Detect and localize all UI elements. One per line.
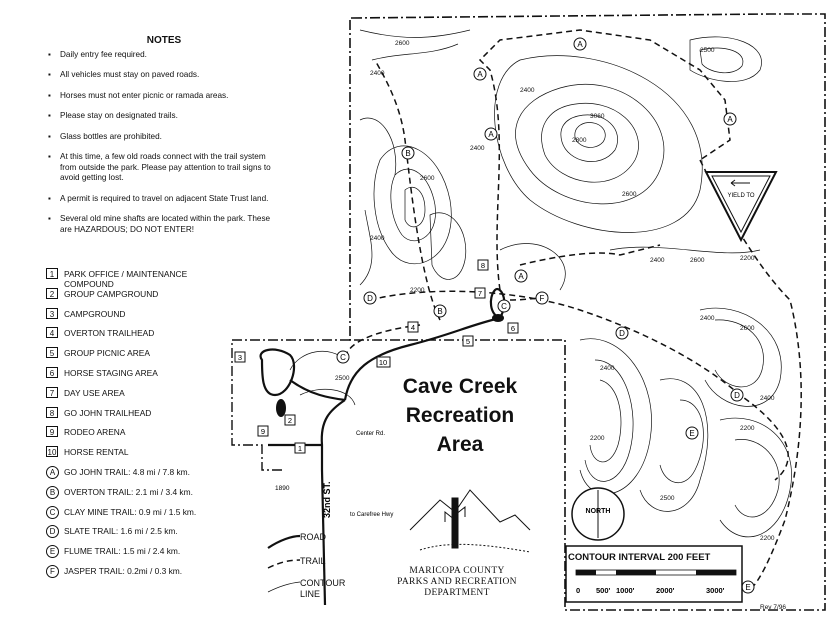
svg-text:C: C bbox=[501, 302, 507, 311]
svg-text:4: 4 bbox=[410, 323, 416, 332]
svg-text:E: E bbox=[745, 583, 751, 592]
facility-label: HORSE STAGING AREA bbox=[64, 367, 158, 378]
north-arrow bbox=[572, 488, 624, 540]
revision-label: Rev 7/96 bbox=[760, 604, 787, 611]
contour-lines bbox=[287, 30, 792, 537]
contour-interval-title: CONTOUR INTERVAL 200 FEET bbox=[568, 552, 711, 563]
yield-sign bbox=[706, 172, 776, 240]
contour-label: 2500 bbox=[700, 47, 715, 54]
department-line: DEPARTMENT bbox=[424, 588, 490, 598]
legend-trail-item bbox=[44, 565, 284, 585]
facility-label: PARK OFFICE / MAINTENANCE COMPOUND bbox=[64, 269, 188, 289]
map-title-line: Recreation bbox=[405, 404, 515, 427]
facility-number-box: 9 bbox=[46, 426, 58, 437]
svg-text:D: D bbox=[734, 391, 740, 400]
key-contour-label: CONTOUR LINE bbox=[300, 578, 346, 599]
contour-label: 2600 bbox=[420, 175, 435, 182]
facility-label: GO JOHN TRAILHEAD bbox=[64, 407, 152, 418]
trail-letter-circle: D bbox=[46, 525, 59, 538]
svg-text:7: 7 bbox=[477, 289, 483, 298]
svg-text:8: 8 bbox=[480, 261, 486, 270]
contour-label: 2600 bbox=[690, 257, 705, 264]
contour-label: 2400 bbox=[700, 315, 715, 322]
main-road-lower bbox=[322, 400, 345, 470]
note-item: ▪ Horses must not enter picnic or ramada areas. bbox=[44, 91, 284, 102]
facility-number-box: 5 bbox=[46, 347, 58, 358]
facility-label: GROUP CAMPGROUND bbox=[64, 288, 159, 299]
yield-sign-text: YIELD TO bbox=[727, 193, 755, 199]
svg-text:D: D bbox=[619, 329, 625, 338]
legend-trail-item bbox=[44, 506, 284, 526]
trail-letter-circle: C bbox=[46, 506, 59, 519]
legend-facility-item bbox=[44, 268, 284, 288]
trail-label: FLUME TRAIL: 1.5 mi / 2.4 km. bbox=[64, 546, 181, 557]
note-item: ▪ All vehicles must stay on paved roads. bbox=[44, 70, 284, 81]
contour-label: 2200 bbox=[740, 425, 755, 432]
svg-text:A: A bbox=[488, 130, 494, 139]
map-title bbox=[360, 372, 560, 459]
legend-facility-item bbox=[44, 327, 284, 347]
contour-label: 2600 bbox=[622, 191, 637, 198]
department-line: MARICOPA COUNTY bbox=[409, 566, 505, 576]
facility-number-box: 8 bbox=[46, 407, 58, 418]
key-trail-label: TRAIL bbox=[300, 556, 326, 566]
legend-facility-item bbox=[44, 407, 284, 427]
contour-label: 2200 bbox=[410, 287, 425, 294]
department-logo bbox=[410, 490, 530, 552]
svg-text:F: F bbox=[539, 294, 545, 303]
contour-label: 2800 bbox=[572, 137, 587, 144]
note-item: ▪ A permit is required to travel on adjacent State Trust land. bbox=[44, 194, 284, 205]
facility-number-box: 1 bbox=[46, 268, 58, 279]
trail-label: GO JOHN TRAIL: 4.8 mi / 7.8 km. bbox=[64, 466, 190, 477]
contour-label: 2500 bbox=[660, 495, 675, 502]
trail-label: OVERTON TRAIL: 2.1 mi / 3.4 km. bbox=[64, 486, 193, 497]
legend-panel bbox=[44, 268, 284, 585]
facility-number-box: 6 bbox=[46, 367, 58, 378]
facility-label: CAMPGROUND bbox=[64, 308, 126, 319]
legend-facility-item bbox=[44, 446, 284, 466]
scale-tick-label: 1000' bbox=[616, 586, 635, 595]
contour-label: 3060 bbox=[590, 113, 605, 120]
center-road-label: Center Rd. bbox=[356, 431, 386, 437]
contour-label: 2600 bbox=[740, 325, 755, 332]
legend-facility-item bbox=[44, 367, 284, 387]
svg-text:3: 3 bbox=[237, 353, 243, 362]
contour-label: 2400 bbox=[600, 365, 615, 372]
trail-label: SLATE TRAIL: 1.6 mi / 2.5 km. bbox=[64, 526, 178, 537]
legend-facility-item bbox=[44, 426, 284, 446]
contour-label: 2600 bbox=[395, 40, 410, 47]
contour-label: 2400 bbox=[470, 145, 485, 152]
notes-list bbox=[44, 50, 284, 236]
scale-tick-label: 2000' bbox=[656, 586, 675, 595]
trail-letter-circle: E bbox=[46, 545, 59, 558]
contour-label: 2200 bbox=[760, 535, 775, 542]
svg-text:D: D bbox=[367, 294, 373, 303]
parking-dot bbox=[492, 314, 504, 322]
note-item: ▪ Glass bottles are prohibited. bbox=[44, 132, 284, 143]
trail-b bbox=[375, 60, 443, 320]
trail-letter-circle: B bbox=[46, 486, 59, 499]
department-name bbox=[383, 566, 531, 599]
svg-text:6: 6 bbox=[510, 324, 516, 333]
contour-label: 2400 bbox=[370, 70, 385, 77]
contour-label: 2500 bbox=[335, 375, 350, 382]
svg-text:1: 1 bbox=[297, 444, 303, 453]
notes-title: NOTES bbox=[146, 35, 182, 46]
svg-text:A: A bbox=[577, 40, 583, 49]
note-item: ▪ Please stay on designated trails. bbox=[44, 111, 284, 122]
legend-trail-item bbox=[44, 545, 284, 565]
scale-tick-label: 0 bbox=[576, 586, 581, 595]
scale-tick-label: 500' bbox=[596, 586, 611, 595]
facility-label: GROUP PICNIC AREA bbox=[64, 348, 150, 359]
trail-letter-circle: A bbox=[46, 466, 59, 479]
svg-text:2: 2 bbox=[287, 416, 293, 425]
facility-number-box: 2 bbox=[46, 288, 58, 299]
contour-labels bbox=[335, 40, 775, 542]
facility-label: OVERTON TRAILHEAD bbox=[64, 328, 155, 339]
svg-text:A: A bbox=[518, 272, 524, 281]
contour-label: 2400 bbox=[650, 257, 665, 264]
road-1890-label: 1890 bbox=[275, 485, 290, 492]
trail-letter-circle: F bbox=[46, 565, 59, 578]
key-road-label: ROAD bbox=[300, 532, 327, 542]
legend-trail-item bbox=[44, 525, 284, 545]
svg-text:10: 10 bbox=[378, 358, 388, 367]
contour-label: 2200 bbox=[740, 255, 755, 262]
legend-facility-item bbox=[44, 347, 284, 367]
svg-text:B: B bbox=[437, 307, 443, 316]
contour-label: 2400 bbox=[520, 87, 535, 94]
svg-text:A: A bbox=[477, 70, 483, 79]
carefree-label: to Carefree Hwy bbox=[350, 512, 394, 518]
svg-text:C: C bbox=[340, 353, 346, 362]
trail-a bbox=[480, 30, 730, 290]
note-item: ▪ Daily entry fee required. bbox=[44, 50, 284, 61]
facility-number-box: 7 bbox=[46, 387, 58, 398]
facility-label: DAY USE AREA bbox=[64, 387, 125, 398]
facility-number-box: 3 bbox=[46, 308, 58, 319]
svg-text:B: B bbox=[405, 149, 411, 158]
trail-label: JASPER TRAIL: 0.2mi / 0.3 km. bbox=[64, 565, 183, 576]
legend-trail-item bbox=[44, 466, 284, 486]
legend-facility-item bbox=[44, 308, 284, 328]
map-title-line: Area bbox=[436, 433, 484, 456]
svg-text:A: A bbox=[727, 115, 733, 124]
facility-number-box: 4 bbox=[46, 327, 58, 338]
facility-label: RODEO ARENA bbox=[64, 427, 126, 438]
facility-number-box: 10 bbox=[47, 448, 57, 458]
contour-label: 2400 bbox=[760, 395, 775, 402]
note-item: ▪ At this time, a few old roads connect with the trail system from outside the park. Please pay attention to trail signs to avoid getting lost. bbox=[44, 152, 284, 184]
street-label: 32nd ST. bbox=[322, 481, 332, 518]
north-label: NORTH bbox=[585, 508, 611, 515]
legend-facility-item bbox=[44, 387, 284, 407]
legend-trail-item bbox=[44, 486, 284, 506]
legend-facility-item bbox=[44, 288, 284, 308]
map-title-line: Cave Creek bbox=[402, 375, 518, 398]
facility-label: HORSE RENTAL bbox=[64, 447, 129, 458]
contour-label: 2200 bbox=[590, 435, 605, 442]
note-item: ▪ Several old mine shafts are located within the park. These are HAZARDOUS; DO NOT ENTER! bbox=[44, 214, 284, 235]
svg-text:5: 5 bbox=[465, 337, 471, 346]
scale-tick-label: 3000' bbox=[706, 586, 725, 595]
trail-label: CLAY MINE TRAIL: 0.9 mi / 1.5 km. bbox=[64, 506, 197, 517]
svg-text:9: 9 bbox=[260, 427, 266, 436]
notes-panel bbox=[44, 36, 284, 245]
contour-label: 2400 bbox=[370, 235, 385, 242]
department-line: PARKS AND RECREATION bbox=[397, 577, 517, 587]
svg-text:E: E bbox=[689, 429, 695, 438]
